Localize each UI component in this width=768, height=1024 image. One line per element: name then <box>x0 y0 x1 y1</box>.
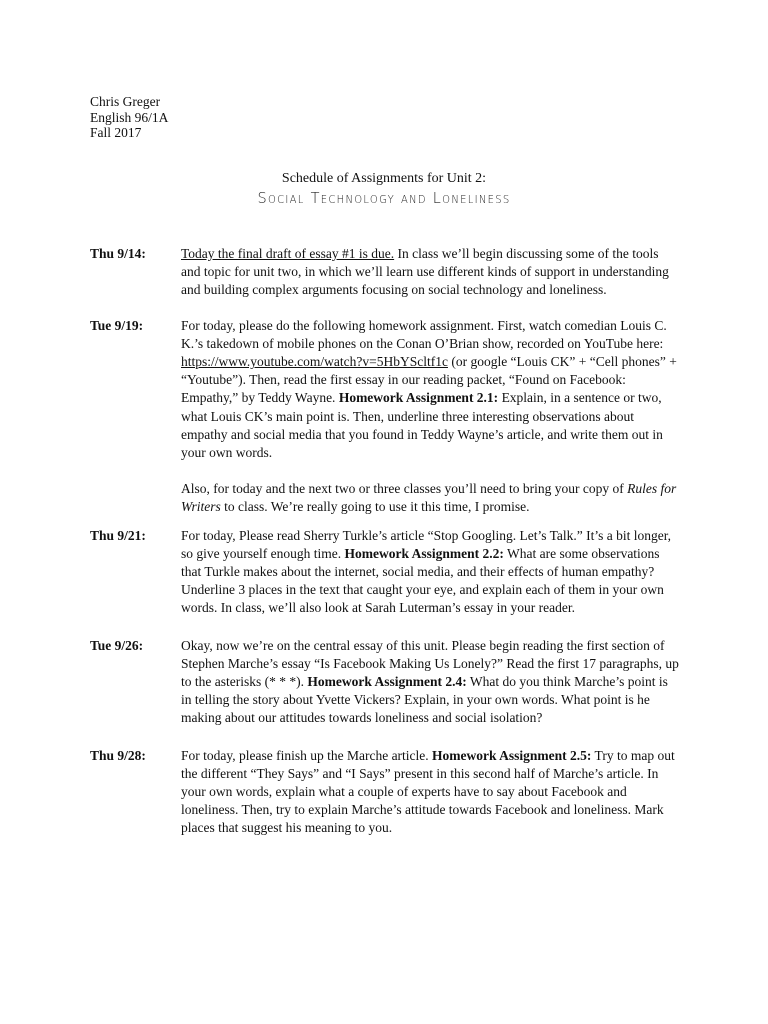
course-code: English 96/1A <box>90 109 169 125</box>
book-title: Rules for Writers <box>181 481 677 515</box>
entry-text: Try to map out the different “They Says” and “I Says” present in this second half of Marche’s article. In your own words, explain what a couple of experts have to say about Facebook and loneliness. Then, try to explain Marche’s attitude towards Facebook and loneliness. Mark places that suggest his meaning to you. <box>181 747 675 836</box>
homework-label: Homework Assignment 2.1: <box>338 390 499 406</box>
entry-text: Explain, in a sentence or two, what Louis CK’s main point is. Then, underline three interesting observations about empathy and social media that you found in Teddy Wayne’s article, and write them out in your own words. <box>181 390 663 461</box>
entry-paragraph <box>181 245 681 300</box>
homework-label: Homework Assignment 2.2: <box>344 545 504 561</box>
youtube-link[interactable]: https://www.youtube.com/watch?v=5HbYScltf1c <box>181 354 448 370</box>
schedule-list <box>90 245 690 838</box>
entry-paragraph <box>181 317 681 463</box>
entry-text: Okay, now we’re on the central essay of this unit. Please begin reading the first section of Stephen Marche’s essay “Is Facebook Making Us Lonely?” Read the first 17 paragraphs, up to the asterisks (* * *). <box>181 637 679 690</box>
entry-body <box>181 317 681 517</box>
entry-date: Thu 9/21: <box>90 527 146 543</box>
schedule-entry-thu-9-28 <box>90 747 690 838</box>
due-notice: Today the final draft of essay #1 is due. <box>181 246 395 261</box>
schedule-entry-tue-9-26 <box>90 637 690 728</box>
schedule-entry-thu-9-14 <box>90 245 690 300</box>
entry-body <box>181 637 681 728</box>
schedule-heading: Schedule of Assignments for Unit 2: <box>281 171 487 186</box>
entry-paragraph <box>181 637 681 728</box>
document-header <box>90 94 168 141</box>
entry-text: (or google “Louis CK” + “Cell phones” + “Youtube”). Then, read the first essay in our reading packet, “Found on Facebook: Empathy,” by Teddy Wayne. <box>181 354 677 406</box>
entry-date: Tue 9/19: <box>90 317 144 333</box>
entry-paragraph <box>181 480 681 516</box>
entry-date: Tue 9/26: <box>90 637 144 653</box>
unit-title: Social Technology and Loneliness <box>257 190 511 208</box>
entry-paragraph <box>181 527 681 618</box>
entry-text: Also, for today and the next two or three classes you’ll need to bring your copy of <box>181 481 628 497</box>
entry-body <box>181 747 681 838</box>
entry-text: to class. We’re really going to use it this time, I promise. <box>220 499 530 515</box>
author-name: Chris Greger <box>90 94 161 109</box>
entry-body <box>181 527 681 618</box>
entry-text: For today, please do the following homework assignment. First, watch comedian Louis C. K.’s takedown of mobile phones on the Conan O’Brian show, recorded on YouTube here: <box>181 317 667 351</box>
entry-text: For today, Please read Sherry Turkle’s article “Stop Googling. Let’s Talk.” It’s a bit longer, so give yourself enough time. <box>181 527 672 561</box>
schedule-entry-thu-9-21 <box>90 527 690 618</box>
entry-date: Thu 9/28: <box>90 747 146 763</box>
entry-paragraph <box>181 747 681 838</box>
entry-text: In class we’ll begin discussing some of the tools and topic for unit two, in which we’ll learn use different kinds of support in understanding and building complex arguments focusing on social technology and loneliness. <box>181 246 669 298</box>
homework-label: Homework Assignment 2.5: <box>432 747 592 763</box>
schedule-entry-tue-9-19 <box>90 317 690 517</box>
entry-text: For today, please finish up the Marche article. <box>181 747 433 763</box>
entry-text: What do you think Marche’s point is in telling the story about Yvette Vickers? Explain, in your own words. What point is he making about our attitudes towards loneliness and social isolation? <box>181 674 668 726</box>
entry-text: What are some observations that Turkle makes about the internet, social media, and their effects of human empathy? Underline 3 places in the text that caught your eye, and explain each of them in your own words. In class, we’ll also look at Sarah Luterman’s essay in your reader. <box>181 545 664 616</box>
homework-label: Homework Assignment 2.4: <box>307 674 467 690</box>
term: Fall 2017 <box>90 125 142 140</box>
entry-date: Thu 9/14: <box>90 246 146 261</box>
entry-body <box>181 245 681 300</box>
title-block <box>0 170 768 207</box>
